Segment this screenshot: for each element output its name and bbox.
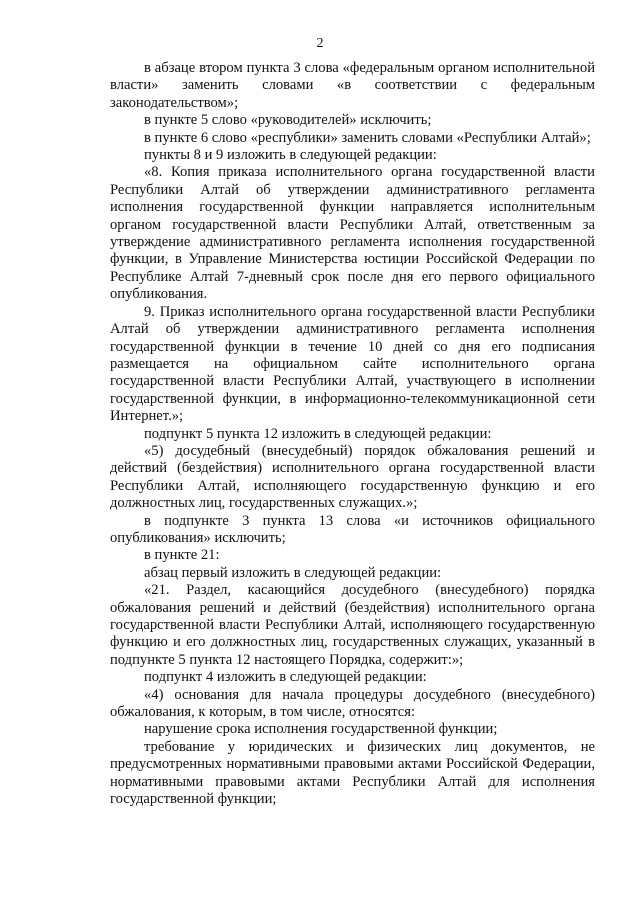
paragraph-6: 9. Приказ исполнительного органа государственной власти Республики Алтай об утверждении административного регламента исполнения государственной функции в течение 10 дней со дня его подписания размещается на официальном сайте исполнительного органа государственной власти Республики Алтай, участвующего в исполнении государственной функции, в информационно-телекоммуникационной сети Интернет.»; bbox=[110, 303, 595, 425]
paragraph-4: пункты 8 и 9 изложить в следующей редакции: bbox=[144, 147, 437, 164]
paragraph-1: в абзаце втором пункта 3 слова «федеральным органом исполнительной власти» заменить словами «в соответствии с федеральным законодательством»; bbox=[110, 60, 595, 111]
paragraph-5: «8. Копия приказа исполнительного органа государственной власти Республики Алтай об утверждении административного регламента исполнения государственной функции направляется исполнительным органом государственной власти Республики Алтай, ответственным за утверждение административного регламента исполнения государственной функции, в Управление Министерства юстиции Российской Федерации по Республике Алтай 7-дневный срок после дня его первого официального опубликования. bbox=[110, 164, 595, 303]
page-number: 2 bbox=[316, 36, 324, 51]
paragraph-2: в пункте 5 слово «руководителей» исключить; bbox=[144, 112, 432, 129]
document-body bbox=[110, 60, 595, 808]
paragraph-7: подпункт 5 пункта 12 изложить в следующей редакции: bbox=[144, 425, 492, 442]
paragraph-3: в пункте 6 слово «республики» заменить словами «Республики Алтай»; bbox=[144, 129, 591, 146]
paragraph-13: подпункт 4 изложить в следующей редакции: bbox=[144, 669, 427, 686]
paragraph-12: «21. Раздел, касающийся досудебного (внесудебного) порядка обжалования решений и действий (бездействия) исполнительного органа государственной власти Республики Алтай, исполняющего государственную функцию и его должностных лиц, государственных служащих, указанный в подпункте 5 пункта 12 настоящего Порядка, содержит:»; bbox=[110, 582, 595, 668]
paragraph-14: «4) основания для начала процедуры досудебного (внесудебного) обжалования, к которым, в том числе, относятся: bbox=[110, 686, 595, 721]
paragraph-16: требование у юридических и физических лиц документов, не предусмотренных нормативными правовыми актами Российской Федерации, нормативными правовыми актами Республики Алтай для исполнения государственной функции; bbox=[110, 738, 595, 808]
paragraph-9: в подпункте 3 пункта 13 слова «и источников официального опубликования» исключить; bbox=[110, 512, 595, 546]
paragraph-15: нарушение срока исполнения государственной функции; bbox=[144, 721, 498, 738]
paragraph-10: в пункте 21: bbox=[144, 547, 220, 564]
paragraph-8: «5) досудебный (внесудебный) порядок обжалования решений и действий (бездействия) исполнительного органа государственной власти Республики Алтай, исполняющего государственную функцию и его должностных лиц, государственных служащих.»; bbox=[110, 442, 595, 512]
paragraph-11: абзац первый изложить в следующей редакции: bbox=[144, 564, 442, 581]
